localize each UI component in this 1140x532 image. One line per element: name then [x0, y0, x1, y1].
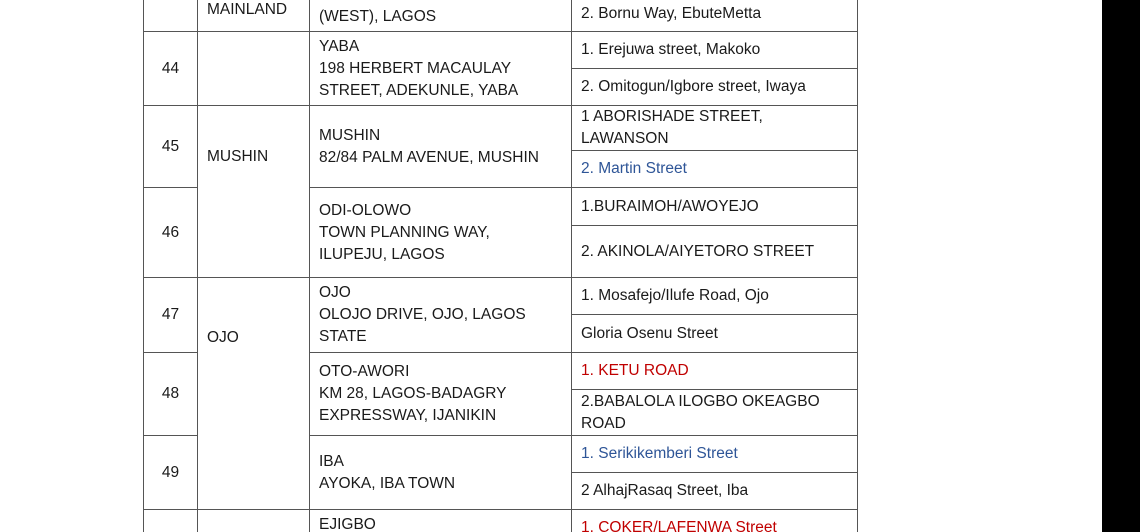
office-cell: OJO OLOJO DRIVE, OJO, LAGOS STATE: [310, 278, 572, 353]
street-cell: 1. Mosafejo/Ilufe Road, Ojo: [572, 278, 858, 315]
street-cell: 1.BURAIMOH/AWOYEJO: [572, 188, 858, 226]
street-cell: 2. Bornu Way, EbuteMetta: [572, 0, 858, 32]
polling-table: [143, 0, 858, 532]
lga-cell: MUSHIN: [198, 106, 310, 278]
row-number: 44: [144, 32, 198, 106]
street-cell: 1. Serikikemberi Street: [572, 436, 858, 473]
row-number: 45: [144, 106, 198, 188]
street-cell: 1 ABORISHADE STREET, LAWANSON: [572, 106, 858, 151]
row-number: 49: [144, 436, 198, 510]
street-cell: 1. KETU ROAD: [572, 353, 858, 390]
office-cell: YABA 198 HERBERT MACAULAY STREET, ADEKUNLE, YABA: [310, 32, 572, 106]
table-row: [144, 0, 858, 32]
office-cell: IBA AYOKA, IBA TOWN: [310, 436, 572, 510]
table-row: [144, 106, 858, 151]
office-cell: OTO-AWORI KM 28, LAGOS-BADAGRY EXPRESSWAY, IJANIKIN: [310, 353, 572, 436]
street-cell: 2 AlhajRasaq Street, Iba: [572, 473, 858, 510]
table-row: [144, 278, 858, 315]
office-cell: (WEST), LAGOS: [310, 0, 572, 32]
office-cell: MUSHIN 82/84 PALM AVENUE, MUSHIN: [310, 106, 572, 188]
row-number: [144, 0, 198, 32]
row-number: 46: [144, 188, 198, 278]
office-cell: ODI-OLOWO TOWN PLANNING WAY, ILUPEJU, LAGOS: [310, 188, 572, 278]
street-cell: 1. COKER/LAFENWA Street: [572, 510, 858, 532]
lga-cell: OJO: [198, 278, 310, 510]
street-cell: Gloria Osenu Street: [572, 315, 858, 353]
lga-cell: MAINLAND: [198, 0, 310, 32]
row-number: [144, 510, 198, 532]
row-number: 47: [144, 278, 198, 353]
street-cell: 1. Erejuwa street, Makoko: [572, 32, 858, 69]
lga-cell: [198, 510, 310, 532]
row-number: 48: [144, 353, 198, 436]
street-cell: 2. Martin Street: [572, 151, 858, 188]
street-cell: 2.BABALOLA ILOGBO OKEAGBO ROAD: [572, 390, 858, 436]
lga-cell: [198, 32, 310, 106]
street-cell: 2. AKINOLA/AIYETORO STREET: [572, 226, 858, 278]
table-row: [144, 510, 858, 532]
table-row: [144, 32, 858, 69]
street-cell: 2. Omitogun/Igbore street, Iwaya: [572, 69, 858, 106]
office-cell: EJIGBO: [310, 510, 572, 532]
